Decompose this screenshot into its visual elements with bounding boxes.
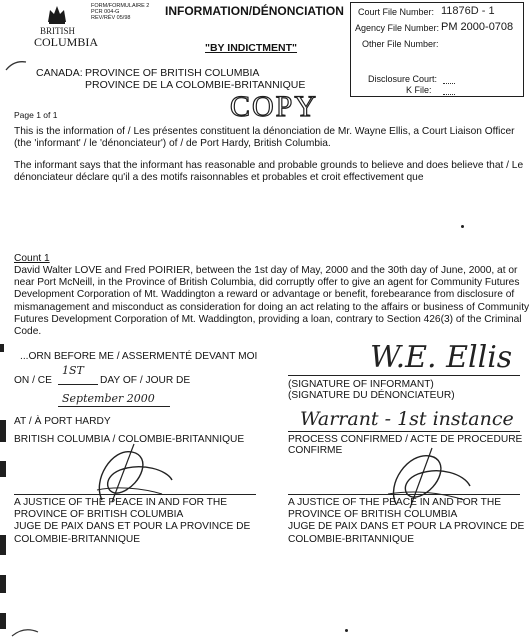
page-number: Page 1 of 1 [14,110,58,120]
file-number-box [350,2,524,97]
justice-left-4: COLOMBIE-BRITANNIQUE [14,533,141,545]
process-confirmed-label: PROCESS CONFIRMED / ACTE DE PROCEDURE [288,434,523,445]
day-value: 1ST [62,364,84,377]
justice-left-3: JUGE DE PAIX DANS ET POUR LA PROVINCE DE [14,521,251,533]
province-en: PROVINCE OF BRITISH COLUMBIA [85,67,260,79]
information-paragraph: This is the information of / Les présentes constituent la dénonciation de Mr. Wayne Ellis, a Court Liaison Officer (the 'informant' / le 'dénonciateur') of / de Port Hardy, British Columbia. [14,126,515,150]
justice-right-1: A JUSTICE OF THE PEACE IN AND FOR THE [288,497,502,508]
warrant-handwriting: Warrant - 1st instance [300,408,514,430]
informant-signature: W.E. Ellis [370,340,513,375]
form-code-3: REV/RÉV 05/98 [91,15,131,21]
other-file-label: Other File Number: [362,39,439,49]
logo-line-1: BRITISH [40,26,76,36]
k-file-label: K File: [406,85,432,95]
justice-right-4: COLOMBIE-BRITANNIQUE [288,533,415,545]
by-indictment: "BY INDICTMENT" [205,42,298,54]
canada-label: CANADA: [36,67,83,79]
count-text: David Walter LOVE and Fred POIRIER, between the 1st day of May, 2000 and the 30th day of June, 2000, at or near Port McNeill, in the Province of British Columbia, did corruptly offer to give an agent for Community Futures Development Corporation of Mt. Waddington a reward or advantage or benefit, forebearance from disclosure of mismanagement and misconduct as consideration for doing an act relating to the affairs or business of Community Futures Development Corporation of Mt. Waddington, providing a loan, contrary to Section 426(3) of the Criminal Code. [14,265,530,338]
informant-label-en: (SIGNATURE OF INFORMANT) [288,379,434,390]
province-fr: PROVINCE DE LA COLOMBIE-BRITANNIQUE [85,79,306,91]
disclosure-label: Disclosure Court: [368,74,438,84]
day-of-label: DAY OF / JOUR DE [100,375,191,386]
process-confirmed-label-2: CONFIRME [288,445,343,456]
scan-speck [461,225,464,228]
informant-label-fr: (SIGNATURE DU DÉNONCIATEUR) [288,390,455,401]
logo-line-2: COLUMBIA [34,35,99,49]
at-port-hardy: AT / À PORT HARDY [14,416,111,427]
form-code-2: PCR 004-G [91,9,120,15]
corner-mark-icon [10,626,40,638]
grounds-paragraph: The informant says that the informant has reasonable and probable grounds to believe and does believe that / Le dénonciateur déclare qu'il a des motifs raisonnables et probables et croit effectivement que [14,160,524,184]
justice-right-2: PROVINCE OF BRITISH COLUMBIA [288,509,458,521]
margin-mark-icon [4,58,28,72]
bc-province-label: BRITISH COLUMBIA / COLOMBIE-BRITANNIQUE [14,434,245,445]
form-code-1: FORM/FORMULAIRE 2 [91,3,150,9]
copy-stamp: COPY [230,90,319,123]
scan-speck [345,629,348,632]
bc-crest-icon [46,4,68,24]
sworn-before-me: ...ORN BEFORE ME / ASSERMENTÉ DEVANT MOI [20,351,258,362]
justice-right-block [288,497,524,546]
justice-left-1: A JUSTICE OF THE PEACE IN AND FOR THE [14,497,228,508]
on-label: ON / CE [14,375,52,386]
agency-file-label: Agency File Number: [355,23,440,33]
court-file-label: Court File Number: [358,7,435,17]
count-heading: Count 1 [14,253,50,264]
bc-logo [34,4,99,50]
justice-left-block [14,497,250,546]
month-value: September 2000 [62,392,155,405]
court-file-value: 11876D - 1 [441,5,495,17]
agency-file-value: PM 2000-0708 [441,21,514,33]
justice-left-2: PROVINCE OF BRITISH COLUMBIA [14,509,184,521]
document-title: INFORMATION/DÉNONCIATION [165,4,344,18]
justice-right-3: JUGE DE PAIX DANS ET POUR LA PROVINCE DE [288,521,525,533]
form-code [91,3,149,21]
